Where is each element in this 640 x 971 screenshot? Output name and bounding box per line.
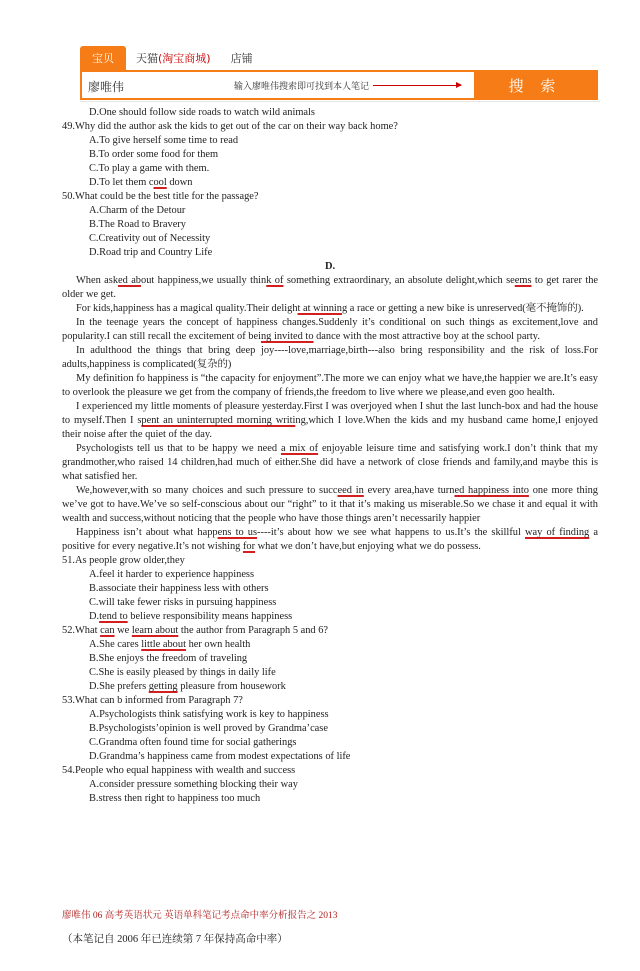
text: pleasure from housework	[177, 681, 286, 692]
text: Psychologists tell us that to be happy we need	[76, 443, 281, 454]
underline-mark: ng invited to	[260, 331, 314, 342]
underline-mark: learn about	[131, 625, 179, 636]
text: D.She prefers	[89, 681, 149, 692]
q51-option-c: C.will take fewer risks in pursuing happiness	[89, 597, 277, 608]
q52-option-d	[62, 680, 598, 694]
paragraph-1	[62, 274, 598, 302]
paragraph-6	[62, 400, 598, 442]
q50-option-a: A.Charm of the Detour	[89, 205, 186, 216]
text: believe responsibility means happiness	[127, 611, 293, 622]
exam-document	[62, 106, 598, 806]
text: what we don’t have,but enjoying what we do possess.	[255, 541, 481, 552]
paragraph-9	[62, 526, 598, 554]
search-button[interactable]: 搜 索	[474, 72, 596, 98]
search-tabs	[80, 46, 263, 70]
search-header	[80, 46, 600, 106]
text: the author from Paragraph 5 and 6?	[178, 625, 329, 636]
paragraph-5: My definition fo happiness is “the capacity for enjoyment”.The more we can enjoy what we have,the happier we are.It’s easy to overlook the pleasure we get from the company of friends,the freedom to live where we please,and even goo health.	[62, 373, 598, 398]
paragraph-8	[62, 484, 598, 526]
q53-question: 53.What can b informed from Paragraph 7?	[62, 695, 243, 706]
underline-mark: ems	[514, 275, 532, 286]
search-hint	[234, 79, 461, 92]
text: enjoyable leisure time and satisfying work.I don’t think that my grandmother,who raised 14 children,had much of either.She did have a network of close friends and family,and maybe this is what satisfied her.	[62, 443, 598, 482]
page-footer	[62, 900, 602, 957]
tab-tmall-sub: (淘宝商城)	[158, 52, 211, 65]
q53-option-b: B.Psychologists’opinion is well proved by Grandma’case	[89, 723, 328, 734]
text: ng,which I love.When the kids and my husband came home,I enjoyed their noise after the quiet of the day.	[62, 415, 599, 440]
text: g a race or getting a new bike is unreserved(毫不掩饰的).	[341, 303, 584, 314]
underline-mark: k of	[266, 275, 284, 286]
underline-mark: ool	[153, 177, 167, 188]
q51-question: 51.As people grow older,they	[62, 555, 185, 566]
q49-option-d	[62, 176, 598, 190]
text: I experienced my little moments of pleasure yesterday.First I was overjoyed when I shut the last lunch-box and had the house to myself.Then I s	[62, 401, 598, 426]
underline-mark: ens to us	[217, 527, 258, 538]
q52-option-c: C.She is easily pleased by things in daily life	[89, 667, 276, 678]
paragraph-2	[62, 302, 598, 316]
text: D.	[89, 611, 100, 622]
text: dance with the most attractive boy at the school party.	[313, 331, 540, 342]
underline-mark: t at winnin	[297, 303, 342, 314]
text: one more thing we’ve got to have.We’ve so self-conscious about our “right” to it that it’s making us miserable.So we chase it and equal it with wealth and success,without noticing that the people who have those things aren’t necessarily happier	[62, 485, 598, 524]
text: a positive for every negative.It’s not wishing	[62, 527, 598, 552]
text: 52.What	[62, 625, 101, 636]
underline-mark: getting	[148, 681, 178, 692]
q52-question	[62, 624, 598, 638]
q52-option-b: B.She enjoys the freedom of traveling	[89, 653, 248, 664]
text: ----it’s about how we see what happens to us.It’s the skillful	[257, 527, 525, 538]
search-hint-text: 输入廖唯伟搜索即可找到本人笔记	[234, 82, 370, 92]
arrow-right-icon	[373, 85, 461, 86]
text: to get rarer the older we get.	[62, 275, 599, 300]
q53-option-d: D.Grandma’s happiness came from modest expectations of life	[89, 751, 351, 762]
footer-line-2: （本笔记自 2006 年已连续第 7 年保持高命中率）	[62, 934, 288, 945]
text: down	[166, 177, 193, 188]
text: every area,have turn	[363, 485, 455, 496]
q49-question: 49.Why did the author ask the kids to get out of the car on their way back home?	[62, 121, 398, 132]
q54-question: 54.People who equal happiness with wealth and success	[62, 765, 296, 776]
q53-option-a: A.Psychologists think satisfying work is key to happiness	[89, 709, 329, 720]
text: out happiness,we usually thin	[141, 275, 267, 286]
q50-question: 50.What could be the best title for the passage?	[62, 191, 259, 202]
q49-option-b: B.To order some food for them	[89, 149, 219, 160]
q49-option-a: A.To give herself some time to read	[89, 135, 239, 146]
q49-option-c: C.To play a game with them.	[89, 163, 210, 174]
q54-option-a: A.consider pressure something blocking their way	[89, 779, 298, 790]
tab-shop[interactable]: 店铺	[230, 52, 253, 65]
paragraph-4: In adulthood the things that bring deep joy----love,marriage,birth---also bring responsibility and the risk of loss.For adults,happiness is complicated(复杂的)	[62, 345, 598, 370]
text: D.To let them c	[89, 177, 154, 188]
text: her own health	[185, 639, 251, 650]
underline-mark: little about	[141, 639, 186, 650]
q50-option-d: D.Road trip and Country Life	[89, 247, 213, 258]
underline-mark: a mix of	[280, 443, 319, 454]
q48-option-d: D.One should follow side roads to watch wild animals	[89, 107, 315, 118]
text: In the teenage years the concept of happiness changes.Suddenly it’s conditional on such things as excitement,love and popularity.I can still recall the excitement of bei	[62, 317, 598, 342]
underline-mark: ed happiness into	[454, 485, 529, 496]
paragraph-7	[62, 442, 598, 484]
underline-mark: way of finding	[525, 527, 590, 538]
q54-option-b: B.stress then right to happiness too much	[89, 793, 261, 804]
underline-mark: can	[100, 625, 115, 636]
text: When ask	[76, 275, 119, 286]
q53-option-c: C.Grandma often found time for social gatherings	[89, 737, 297, 748]
text: we	[114, 625, 132, 636]
q50-option-b: B.The Road to Bravery	[89, 219, 186, 230]
underline-mark: for	[242, 541, 256, 552]
underline-mark: eed in	[337, 485, 364, 496]
q51-option-d	[62, 610, 598, 624]
search-input[interactable]	[80, 70, 598, 100]
text: A.She cares	[89, 639, 142, 650]
underline-mark: tend to	[99, 611, 128, 622]
text: Happiness isn’t about what happ	[76, 527, 218, 538]
footer-line-1: 廖唯伟 06 高考英语状元 英语单科笔记考点命中率分析报告之 2013	[62, 910, 338, 921]
text: something extraordinary, an absolute delight,which se	[283, 275, 515, 286]
tab-tmall[interactable]	[126, 47, 221, 70]
section-heading: D.	[324, 261, 336, 272]
tab-tmall-label: 天猫	[136, 52, 158, 65]
underline-mark: pent an uninterrupted morning writi	[141, 415, 296, 426]
underline-mark: ed ab	[118, 275, 142, 286]
paragraph-3	[62, 316, 598, 344]
header-divider	[80, 101, 600, 102]
q51-option-b: B.associate their happiness less with others	[89, 583, 269, 594]
q52-option-a	[62, 638, 598, 652]
tab-baobei[interactable]: 宝贝	[80, 46, 126, 70]
text: We,however,with so many choices and such pressure to succ	[76, 485, 338, 496]
search-keyword: 廖唯伟	[88, 80, 125, 94]
text: For kids,happiness has a magical quality.Their deligh	[76, 303, 298, 314]
q50-option-c: C.Creativity out of Necessity	[89, 233, 211, 244]
q51-option-a: A.feel it harder to experience happiness	[89, 569, 255, 580]
